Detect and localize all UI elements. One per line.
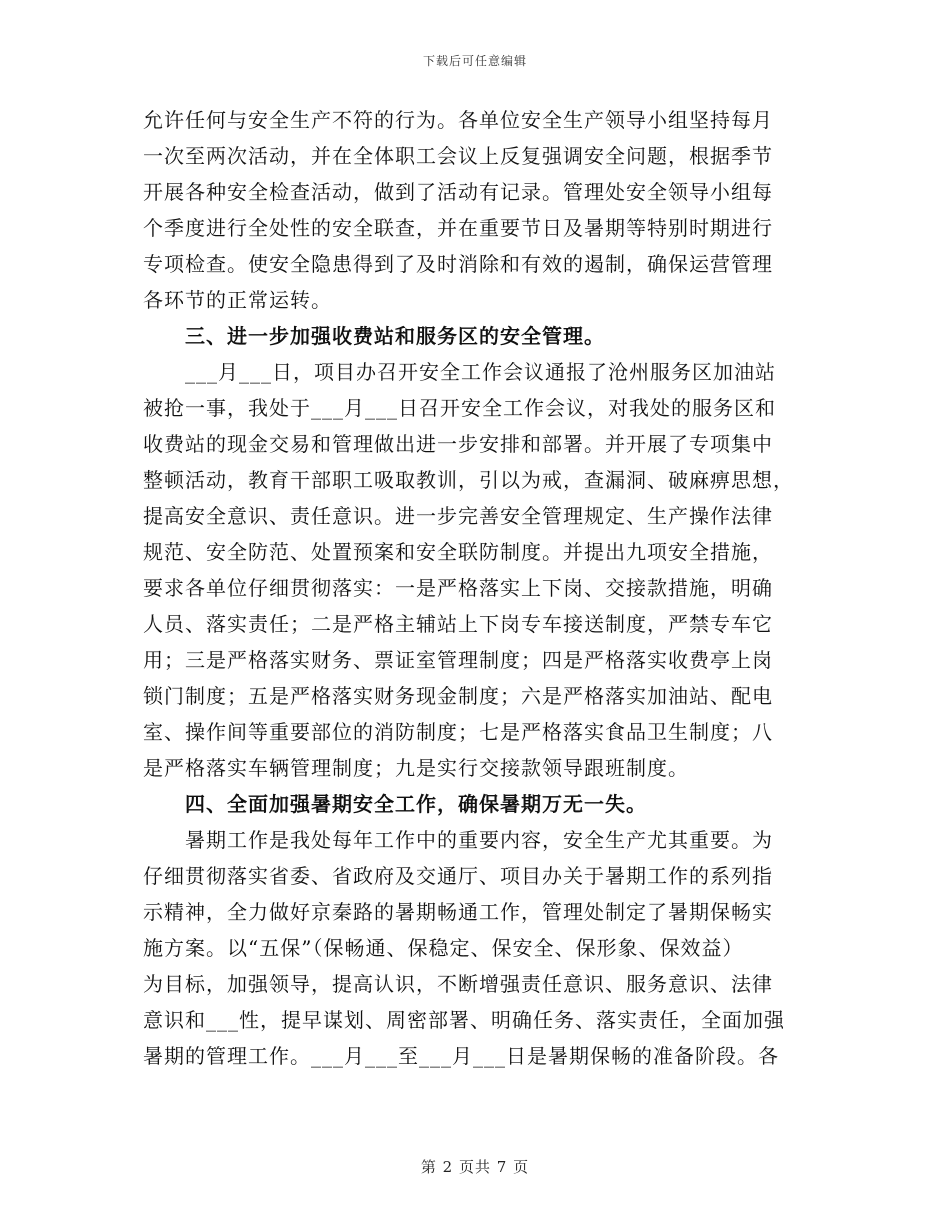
body-line: 施方案。以“五保”（保畅通、保稳定、保安全、保形象、保效益） <box>143 936 744 960</box>
body-line: 示精神，全力做好京秦路的暑期畅通工作，管理处制定了暑期保畅实 <box>143 900 773 924</box>
body-line: 允许任何与安全生产不符的行为。各单位安全生产领导小组坚持每月 <box>143 108 773 132</box>
body-line: ___月___日，项目办召开安全工作会议通报了沧州服务区加油站 <box>143 360 776 384</box>
body-line: 暑期工作是我处每年工作中的重要内容，安全生产尤其重要。为 <box>143 828 773 852</box>
body-line: 提高安全意识、责任意识。进一步完善安全管理规定、生产操作法律 <box>143 504 773 528</box>
body-line: 被抢一事，我处于___月___日召开安全工作会议，对我处的服务区和 <box>143 396 776 420</box>
body-line: 各环节的正常运转。 <box>143 288 332 312</box>
body-line: 要求各单位仔细贯彻落实：一是严格落实上下岗、交接款措施，明确 <box>143 576 773 600</box>
body-line: 为目标，加强领导，提高认识，不断增强责任意识、服务意识、法律 <box>143 972 773 996</box>
body-line: 室、操作间等重要部位的消防制度；七是严格落实食品卫生制度；八 <box>143 720 773 744</box>
section-heading-4: 四、全面加强暑期安全工作，确保暑期万无一失。 <box>143 792 647 816</box>
body-line: 是严格落实车辆管理制度；九是实行交接款领导跟班制度。 <box>143 756 689 780</box>
page-footer: 第 2 页共 7 页 <box>420 1158 530 1176</box>
body-line: 一次至两次活动，并在全体职工会议上反复强调安全问题，根据季节 <box>143 144 773 168</box>
body-line: 用；三是严格落实财务、票证室管理制度；四是严格落实收费亭上岗 <box>143 648 773 672</box>
body-line: 意识和___性，提早谋划、周密部署、明确任务、落实责任，全面加强 <box>143 1008 785 1032</box>
body-line: 专项检查。使安全隐患得到了及时消除和有效的遏制，确保运营管理 <box>143 252 773 276</box>
body-line: 锁门制度；五是严格落实财务现金制度；六是严格落实加油站、配电 <box>143 684 773 708</box>
body-line: 人员、落实责任；二是严格主辅站上下岗专车接送制度，严禁专车它 <box>143 612 773 636</box>
body-line: 收费站的现金交易和管理做出进一步安排和部署。并开展了专项集中 <box>143 432 773 456</box>
page-header: 下载后可任意编辑 <box>422 54 527 68</box>
section-heading-3: 三、进一步加强收费站和服务区的安全管理。 <box>143 324 605 348</box>
body-line: 开展各种安全检查活动，做到了活动有记录。管理处安全领导小组每 <box>143 180 773 204</box>
body-line: 暑期的管理工作。___月___至___月___日是暑期保畅的准备阶段。各 <box>143 1044 779 1068</box>
document-body <box>143 102 803 1074</box>
body-line: 规范、安全防范、处置预案和安全联防制度。并提出九项安全措施， <box>143 540 773 564</box>
body-line: 仔细贯彻落实省委、省政府及交通厅、项目办关于暑期工作的系列指 <box>143 864 773 888</box>
body-line: 个季度进行全处性的安全联查，并在重要节日及暑期等特别时期进行 <box>143 216 773 240</box>
body-line: 整顿活动，教育干部职工吸取教训，引以为戒，查漏洞、破麻痹思想， <box>143 468 794 492</box>
